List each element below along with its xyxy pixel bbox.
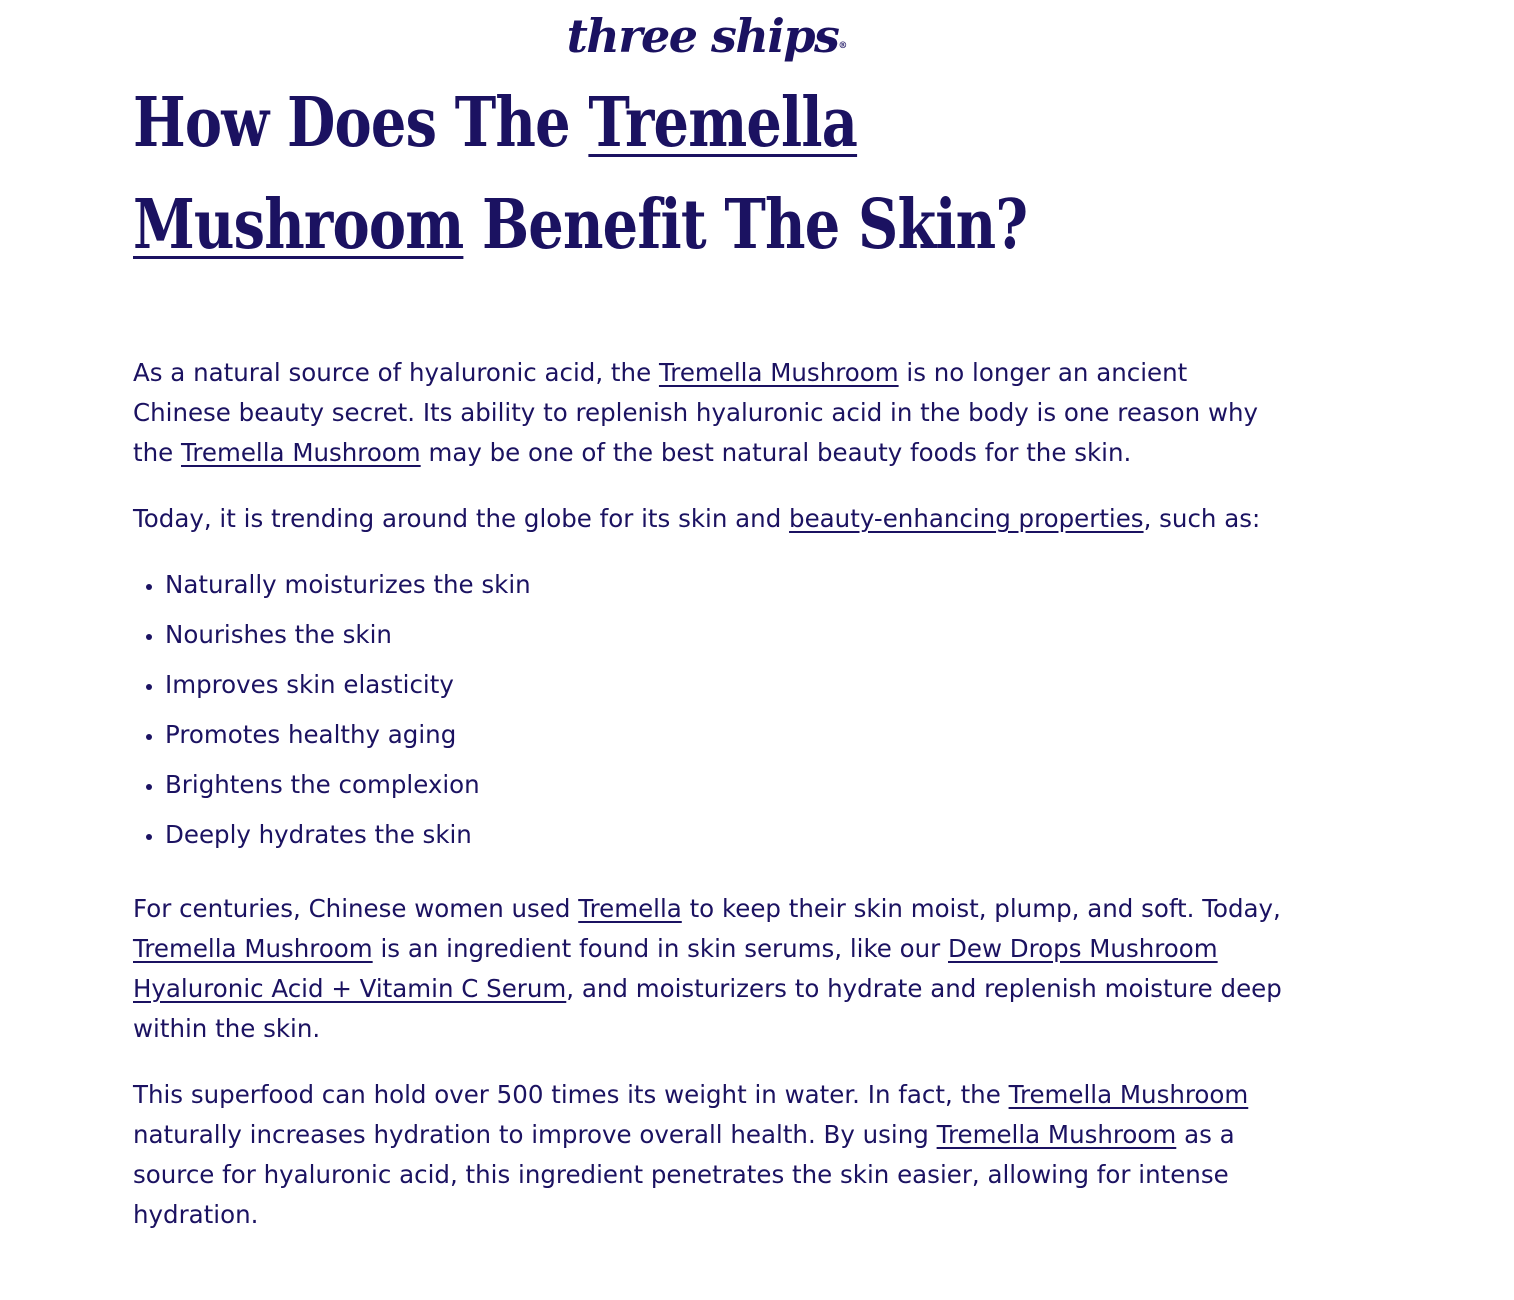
text: , and moisturizers to hydrate and replenish moisture deep within the skin. — [133, 974, 1282, 1043]
text: As a natural source of hyaluronic acid, the — [133, 358, 659, 387]
benefit-item: • Promotes healthy aging — [165, 715, 1283, 755]
benefits-list — [133, 565, 1283, 855]
logo-text: three ships — [566, 9, 839, 63]
article-title — [133, 72, 1117, 276]
text: to keep their skin moist, plump, and soft. Today, — [681, 894, 1281, 923]
title-text-start: How Does The — [133, 83, 589, 163]
tremella-mushroom-link[interactable]: Tremella Mushroom — [936, 1120, 1177, 1149]
paragraph-intro — [133, 353, 1283, 473]
text: Today, it is trending around the globe for its skin and — [133, 504, 790, 533]
text: may be one of the best natural beauty foods for the skin. — [420, 438, 1132, 467]
paragraph-superfood — [133, 1075, 1283, 1235]
tremella-link[interactable]: Tremella — [578, 894, 682, 923]
tremella-mushroom-link[interactable]: Tremella Mushroom — [181, 438, 421, 467]
text: This superfood can hold over 500 times its weight in water. In fact, the — [133, 1080, 1009, 1109]
beauty-enhancing-properties-link[interactable]: beauty-enhancing properties — [789, 504, 1144, 533]
benefit-item: • Improves skin elasticity — [165, 665, 1283, 705]
text: , such as: — [1143, 504, 1261, 533]
title-text-end: Benefit The Skin? — [463, 185, 1028, 265]
text: is an ingredient found in skin serums, like our — [372, 934, 949, 963]
benefit-item: • Naturally moisturizes the skin — [165, 565, 1283, 605]
text: is no longer an ancient Chinese beauty secret. Its ability to replenish hyaluronic acid in the body is one reason why the — [133, 358, 1259, 467]
paragraph-history — [133, 889, 1283, 1049]
benefit-item: • Deeply hydrates the skin — [165, 815, 1283, 855]
tremella-mushroom-link[interactable]: Tremella Mushroom — [133, 934, 373, 963]
benefit-item: • Brightens the complexion — [165, 765, 1283, 805]
brand-logo[interactable] — [0, 8, 1414, 64]
tremella-mushroom-link[interactable]: Tremella Mushroom — [1008, 1080, 1249, 1109]
paragraph-trending — [133, 499, 1283, 539]
article-body — [133, 353, 1283, 1261]
text: For centuries, Chinese women used — [133, 894, 579, 923]
text: naturally increases hydration to improve overall health. By using — [133, 1120, 937, 1149]
registered-mark: ® — [838, 41, 848, 51]
title-tremella-link[interactable]: Tremella Mushroom — [133, 83, 858, 265]
text: as a source for hyaluronic acid, this ingredient penetrates the skin easier, allowing for intense hydration. — [133, 1120, 1235, 1229]
benefit-item: • Nourishes the skin — [165, 615, 1283, 655]
tremella-mushroom-link[interactable]: Tremella Mushroom — [658, 358, 899, 387]
dew-drops-serum-link[interactable]: Dew Drops Mushroom Hyaluronic Acid + Vitamin C Serum — [133, 934, 1218, 1003]
